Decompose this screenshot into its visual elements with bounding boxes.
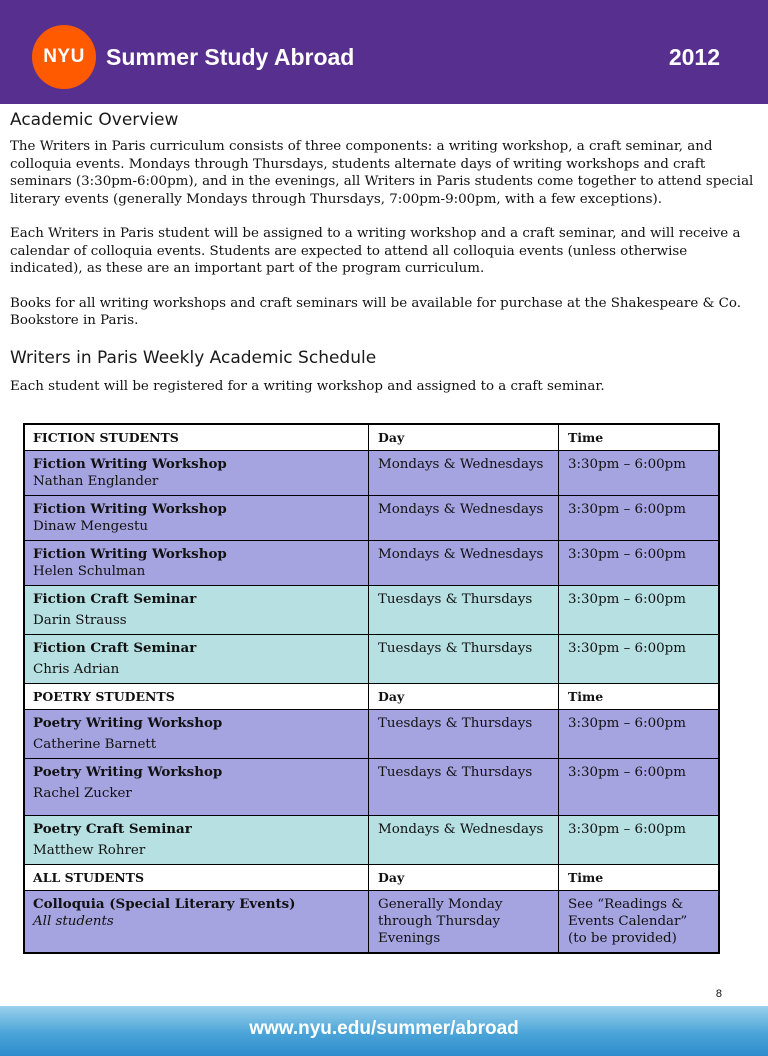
time-cell: 3:30pm – 6:00pm [559, 710, 720, 759]
table-row [24, 496, 719, 541]
time-cell: 3:30pm – 6:00pm [559, 496, 720, 541]
table-row [24, 816, 719, 865]
time-cell: 3:30pm – 6:00pm [559, 451, 720, 496]
table-row [24, 451, 719, 496]
overview-paragraph-2: Each Writers in Paris student will be assigned to a writing workshop and a craft seminar, and will receive a calendar of colloquia events. Students are expected to attend all colloquia events (unless otherwise indicated), as these are an important part of the program curriculum. [10, 226, 741, 276]
section-label: POETRY STUDENTS [24, 684, 369, 710]
time-cell: 3:30pm – 6:00pm [559, 586, 720, 635]
course-cell [24, 891, 369, 954]
time-cell: 3:30pm – 6:00pm [559, 759, 720, 816]
day-cell: Generally Monday through Thursday Evenings [369, 891, 559, 954]
table-row [24, 891, 719, 954]
header-year: 2012 [668, 44, 720, 70]
instructor-name: Matthew Rohrer [33, 843, 146, 858]
course-title: Colloquia (Special Literary Events) [33, 896, 296, 912]
table-section-header [24, 424, 719, 451]
time-cell: 3:30pm – 6:00pm [559, 816, 720, 865]
course-title: Fiction Writing Workshop [33, 501, 227, 517]
academic-overview-heading: Academic Overview [10, 110, 179, 130]
table-row [24, 586, 719, 635]
day-cell: Mondays & Wednesdays [369, 541, 559, 586]
section-label: ALL STUDENTS [24, 865, 369, 891]
day-cell: Tuesdays & Thursdays [369, 710, 559, 759]
day-cell: Tuesdays & Thursdays [369, 759, 559, 816]
instructor-name: Nathan Englander [33, 474, 159, 489]
time-cell: 3:30pm – 6:00pm [559, 635, 720, 684]
course-cell [24, 586, 369, 635]
time-cell: 3:30pm – 6:00pm [559, 541, 720, 586]
course-cell [24, 635, 369, 684]
day-cell: Mondays & Wednesdays [369, 451, 559, 496]
instructor-name: Helen Schulman [33, 564, 146, 579]
schedule-intro: Each student will be registered for a writing workshop and assigned to a craft seminar. [10, 378, 605, 394]
column-header-day: Day [369, 424, 559, 451]
instructor-name: Rachel Zucker [33, 786, 132, 801]
day-cell: Tuesdays & Thursdays [369, 586, 559, 635]
course-title: Fiction Writing Workshop [33, 456, 227, 472]
table-row [24, 541, 719, 586]
table-row [24, 710, 719, 759]
table-section-header [24, 684, 719, 710]
footer-url-link[interactable]: www.nyu.edu/summer/abroad [249, 1018, 519, 1039]
course-title: Fiction Craft Seminar [33, 591, 197, 607]
time-cell: See “Readings & Events Calendar” (to be provided) [559, 891, 720, 954]
column-header-time: Time [559, 865, 720, 891]
course-cell [24, 710, 369, 759]
column-header-day: Day [369, 684, 559, 710]
column-header-time: Time [559, 424, 720, 451]
header-title: Summer Study Abroad [106, 44, 355, 70]
course-title: Poetry Writing Workshop [33, 764, 223, 780]
section-label: FICTION STUDENTS [24, 424, 369, 451]
page-number: 8 [715, 988, 722, 1000]
instructor-name: Darin Strauss [33, 613, 127, 628]
schedule-heading: Writers in Paris Weekly Academic Schedule [10, 347, 377, 368]
page-footer [0, 1006, 768, 1056]
table-row [24, 635, 719, 684]
audience-label: All students [33, 914, 114, 929]
table-section-header [24, 865, 719, 891]
course-cell [24, 759, 369, 816]
instructor-name: Chris Adrian [33, 662, 120, 677]
day-cell: Tuesdays & Thursdays [369, 635, 559, 684]
course-title: Poetry Craft Seminar [33, 821, 192, 837]
instructor-name: Catherine Barnett [33, 737, 157, 752]
day-cell: Mondays & Wednesdays [369, 816, 559, 865]
table-row [24, 759, 719, 816]
overview-paragraph-1: The Writers in Paris curriculum consists of three components: a writing workshop, a craft seminar, and colloquia events. Mondays through Thursdays, students alternate days of writing workshops and craft seminars (3:30pm-6:00pm), and in the evenings, all Writers in Paris students come together to attend special literary events (generally Mondays through Thursdays, 7:00pm-9:00pm, with a few exceptions). [10, 139, 754, 207]
column-header-day: Day [369, 865, 559, 891]
course-title: Fiction Craft Seminar [33, 640, 197, 656]
course-title: Poetry Writing Workshop [33, 715, 223, 731]
course-cell [24, 496, 369, 541]
course-cell [24, 451, 369, 496]
day-cell: Mondays & Wednesdays [369, 496, 559, 541]
nyu-logo: NYU [32, 25, 96, 89]
overview-paragraph-3: Books for all writing workshops and craft seminars will be available for purchase at the Shakespeare & Co. Bookstore in Paris. [10, 295, 742, 328]
schedule-table [23, 423, 720, 954]
main-content [10, 108, 760, 395]
page-header [0, 0, 768, 104]
instructor-name: Dinaw Mengestu [33, 519, 148, 534]
column-header-time: Time [559, 684, 720, 710]
course-cell [24, 816, 369, 865]
course-title: Fiction Writing Workshop [33, 546, 227, 562]
course-cell [24, 541, 369, 586]
